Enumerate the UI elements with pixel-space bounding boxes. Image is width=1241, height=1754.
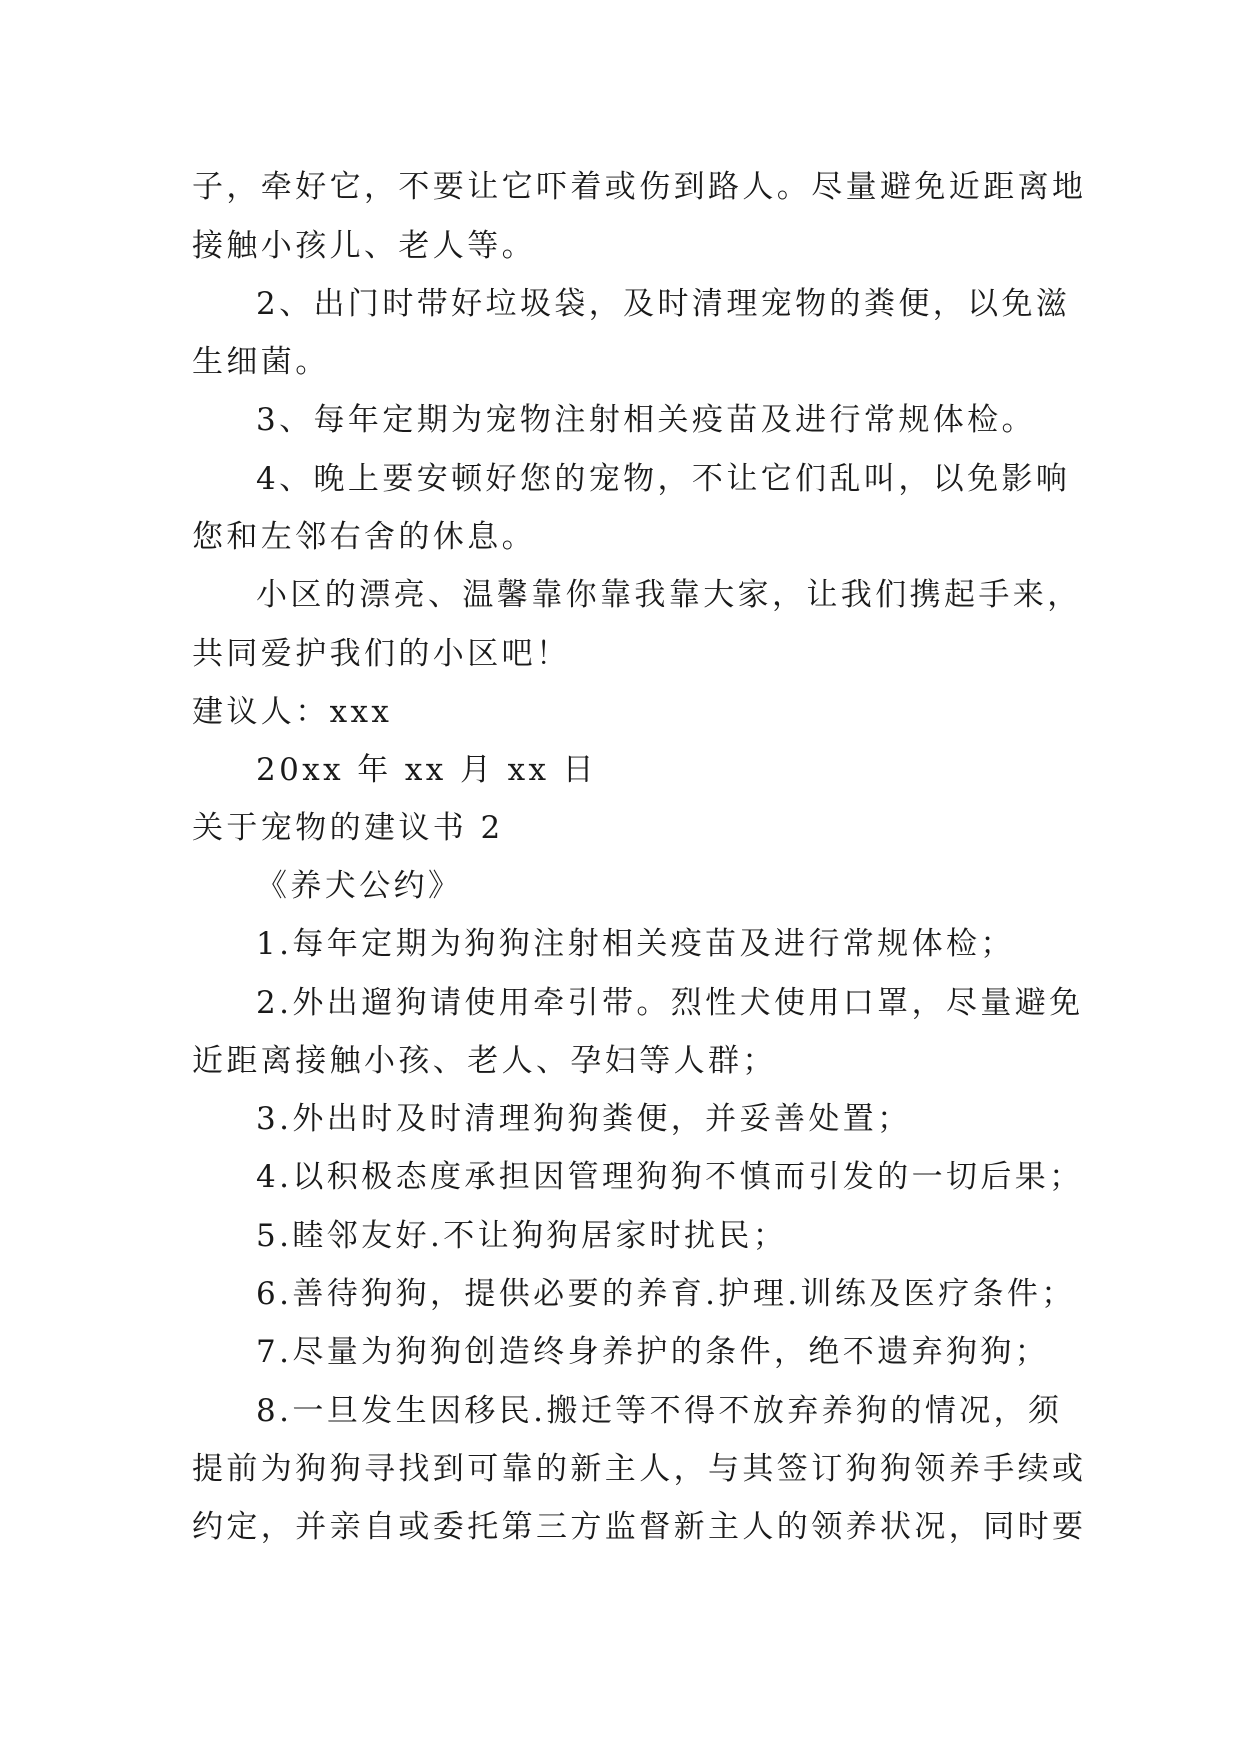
date-line: 20xx 年 xx 月 xx 日: [256, 752, 598, 788]
text-line: 共同爱护我们的小区吧！: [192, 636, 571, 672]
text-line: 接触小孩儿、老人等。: [192, 228, 536, 264]
list-item: 3.外出时及时清理狗狗粪便，并妥善处置；: [256, 1101, 912, 1137]
text-line: 您和左邻右舍的休息。: [192, 519, 536, 555]
list-item: 6.善待狗狗，提供必要的养育.护理.训练及医疗条件；: [256, 1276, 1076, 1312]
text-line: 3、每年定期为宠物注射相关疫苗及进行常规体检。: [256, 402, 1036, 438]
list-item: 7.尽量为狗狗创造终身养护的条件，绝不遗弃狗狗；: [256, 1334, 1050, 1370]
list-item: 2.外出遛狗请使用牵引带。烈性犬使用口罩，尽量避免: [256, 985, 1084, 1021]
text-line: 约定，并亲自或委托第三方监督新主人的领养状况，同时要: [192, 1509, 1087, 1545]
text-line: 小区的漂亮、温馨靠你靠我靠大家，让我们携起手来，: [256, 577, 1082, 613]
list-item: 5.睦邻友好.不让狗狗居家时扰民；: [256, 1218, 788, 1254]
list-item: 1.每年定期为狗狗注射相关疫苗及进行常规体检；: [256, 926, 1015, 962]
list-item: 4.以积极态度承担因管理狗狗不慎而引发的一切后果；: [256, 1159, 1084, 1195]
text-line: 2、出门时带好垃圾袋，及时清理宠物的粪便，以免滋: [256, 286, 1071, 322]
text-line: 提前为狗狗寻找到可靠的新主人，与其签订狗狗领养手续或: [192, 1451, 1087, 1487]
text-line: 4、晚上要安顿好您的宠物，不让它们乱叫，以免影响: [256, 461, 1071, 497]
convention-title: 《养犬公约》: [256, 868, 463, 904]
text-line: 生细菌。: [192, 344, 330, 380]
signatory-line: 建议人：xxx: [192, 694, 393, 730]
list-item: 8.一旦发生因移民.搬迁等不得不放弃养狗的情况，须: [256, 1393, 1063, 1429]
text-line: 子，牵好它，不要让它吓着或伤到路人。尽量避免近距离地: [192, 169, 1087, 205]
section-title: 关于宠物的建议书 2: [192, 810, 504, 846]
text-line: 近距离接触小孩、老人、孕妇等人群；: [192, 1043, 777, 1079]
